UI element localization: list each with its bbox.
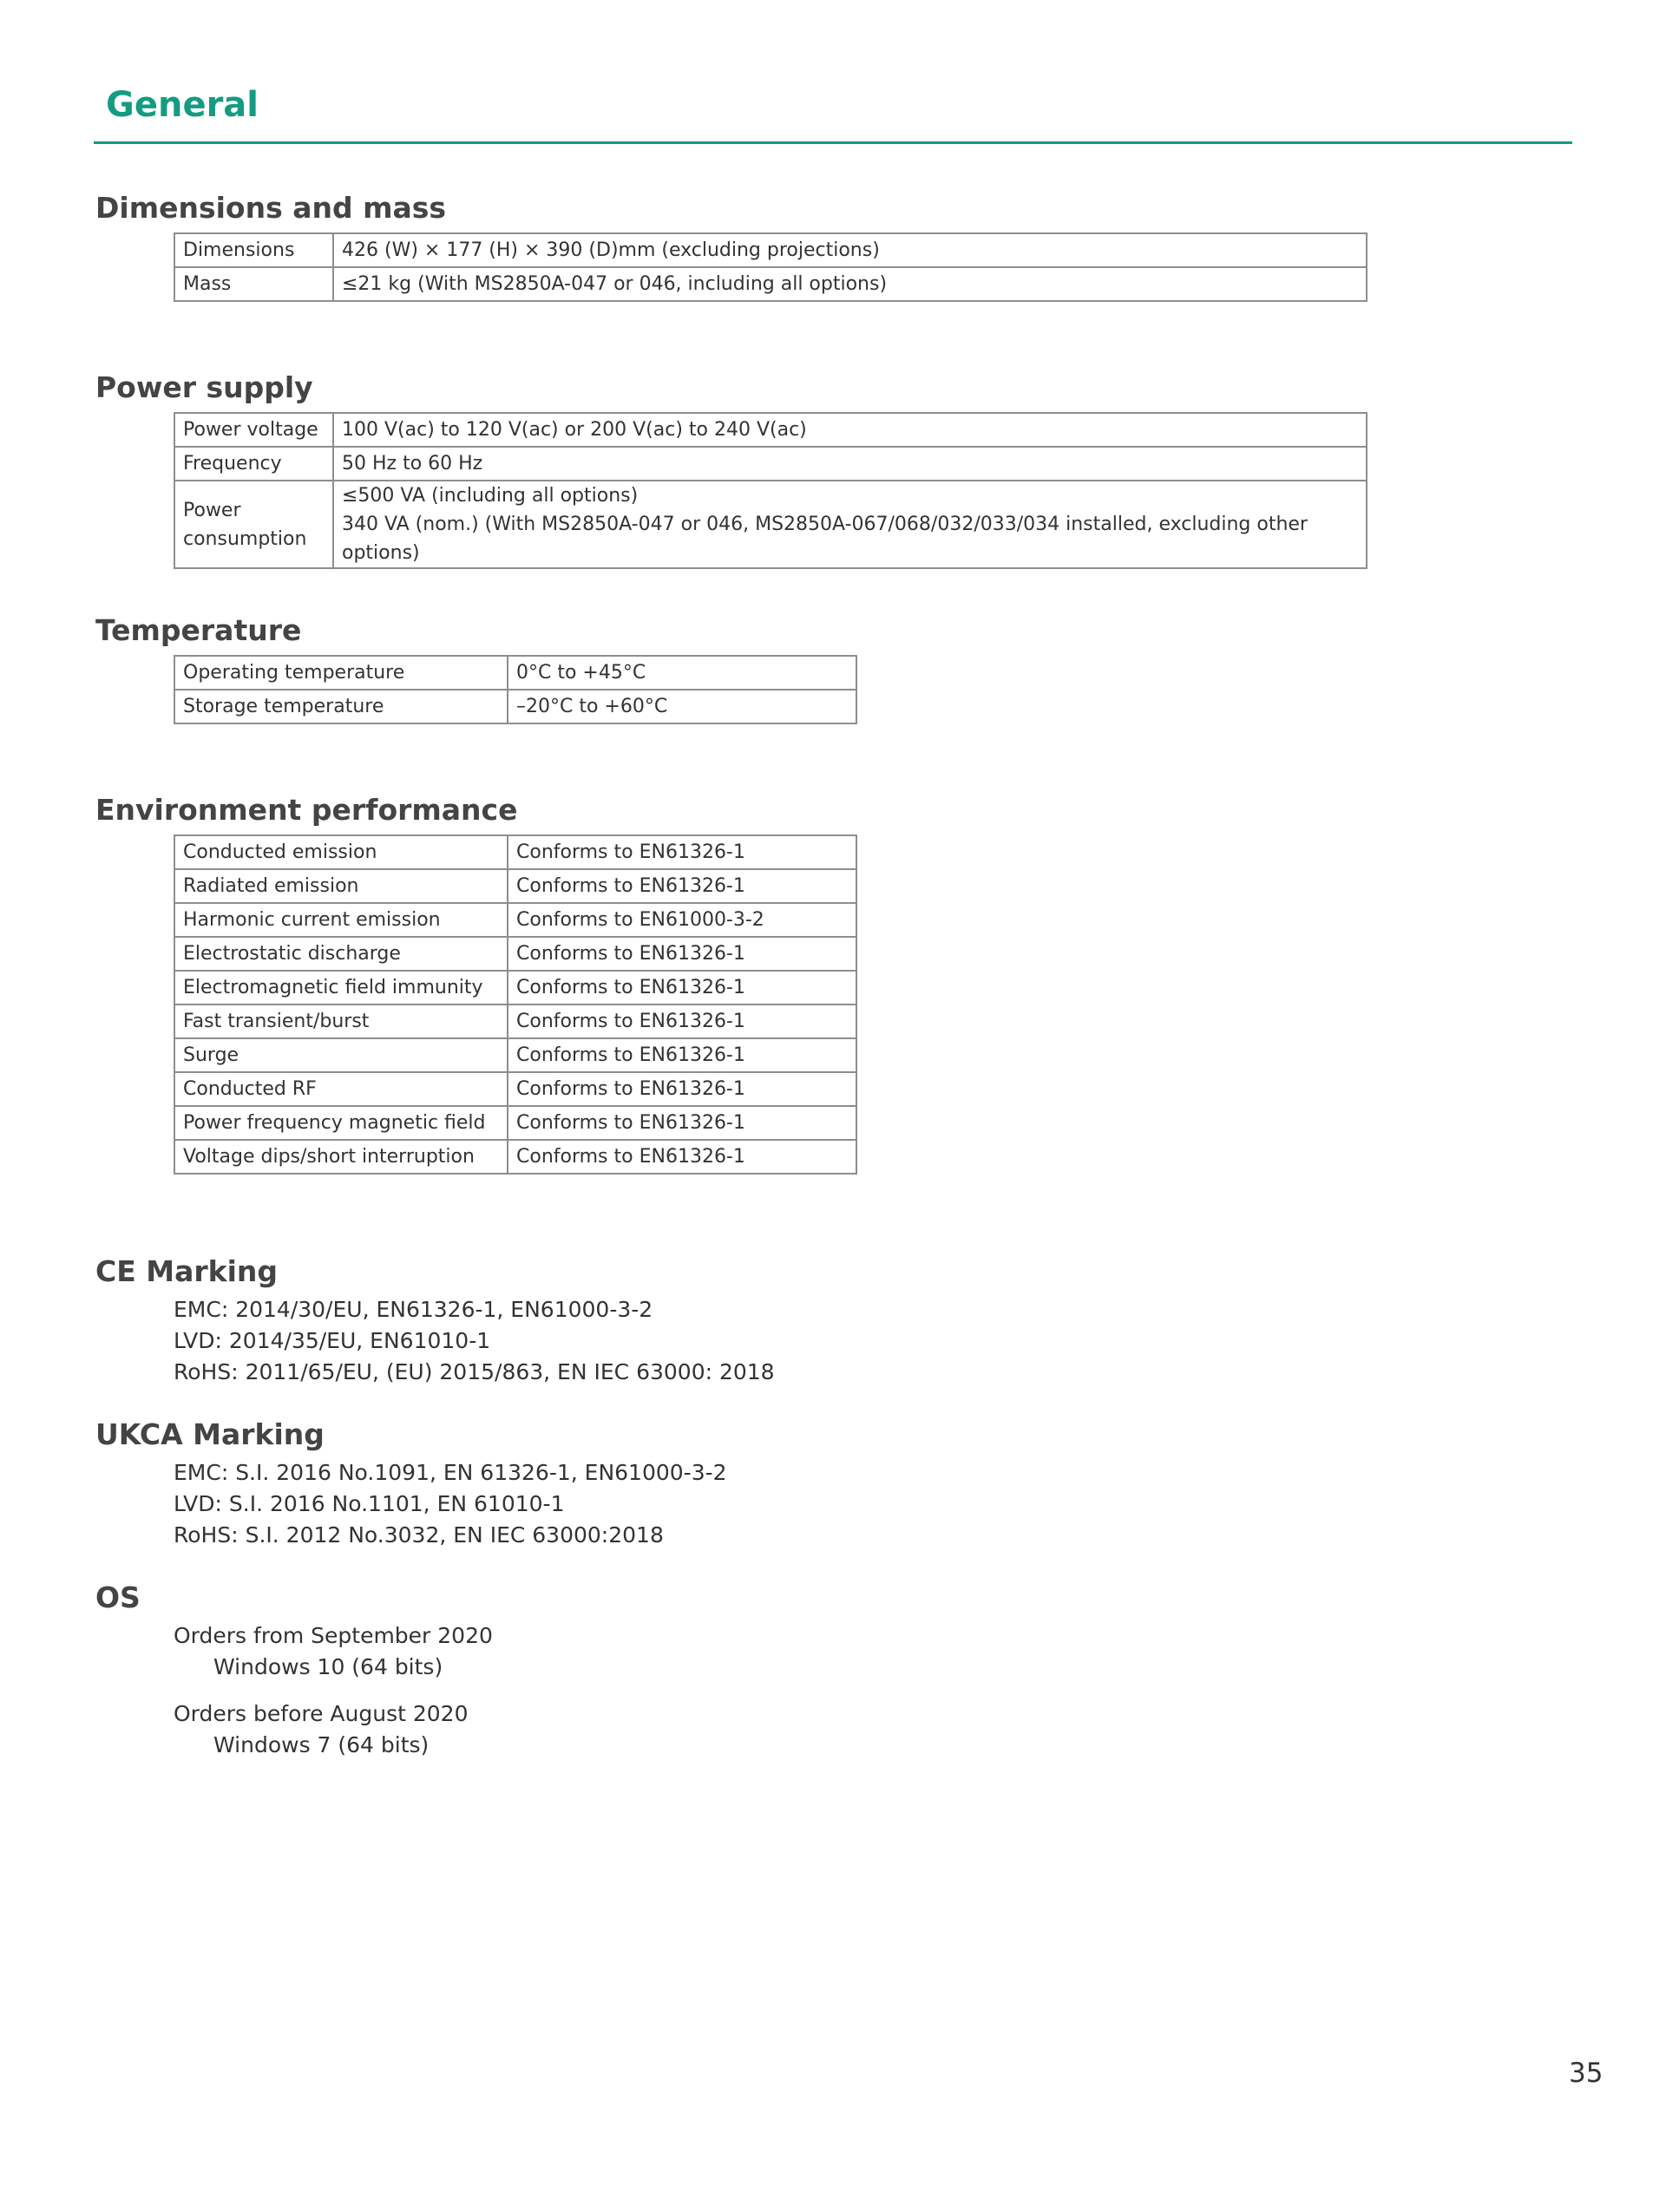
table-cell-value: 0°C to +45°C <box>508 656 856 690</box>
ukca-line: LVD: S.I. 2016 No.1101, EN 61010-1 <box>174 1491 565 1516</box>
table-cell-label: Electromagnetic field immunity <box>174 971 508 1005</box>
ce-line: LVD: 2014/35/EU, EN61010-1 <box>174 1328 491 1353</box>
table-row <box>174 656 856 690</box>
section-heading-environment: Environment performance <box>95 793 518 827</box>
table-cell-label: Conducted RF <box>174 1072 508 1106</box>
section-heading-ukca: UKCA Marking <box>95 1417 325 1451</box>
section-heading-os: OS <box>95 1580 141 1614</box>
os-group-item: Windows 10 (64 bits) <box>213 1654 443 1679</box>
table-cell-value: Conforms to EN61326-1 <box>508 1072 856 1106</box>
table-cell-value: 100 V(ac) to 120 V(ac) or 200 V(ac) to 240 V(ac) <box>333 413 1367 447</box>
table-cell-value: Conforms to EN61000-3-2 <box>508 903 856 937</box>
table-row <box>174 690 856 723</box>
table-row <box>174 869 856 903</box>
table-cell-label: Storage temperature <box>174 690 508 723</box>
page-title: General <box>106 85 259 125</box>
label-line: Power <box>183 499 241 521</box>
table-cell-label: Electrostatic discharge <box>174 937 508 971</box>
table-cell-value: 50 Hz to 60 Hz <box>333 447 1367 481</box>
table-row <box>174 835 856 869</box>
table-row <box>174 413 1367 447</box>
table-cell-label: Operating temperature <box>174 656 508 690</box>
table-row <box>174 233 1367 267</box>
table-cell-value: Conforms to EN61326-1 <box>508 937 856 971</box>
section-heading-ce: CE Marking <box>95 1254 279 1288</box>
table-cell-label: Fast transient/burst <box>174 1005 508 1038</box>
table-cell-value: Conforms to EN61326-1 <box>508 1140 856 1174</box>
table-row <box>174 1005 856 1038</box>
table-cell-label: Frequency <box>174 447 333 481</box>
table-cell-label: Harmonic current emission <box>174 903 508 937</box>
value-line: 340 VA (nom.) (With MS2850A-047 or 046, MS2850A-067/068/032/033/034 installed, excluding other options) <box>342 514 1308 564</box>
table-cell-value: Conforms to EN61326-1 <box>508 1038 856 1072</box>
ukca-line: EMC: S.I. 2016 No.1091, EN 61326-1, EN61000-3-2 <box>174 1460 727 1485</box>
ce-line: EMC: 2014/30/EU, EN61326-1, EN61000-3-2 <box>174 1297 653 1322</box>
table-row <box>174 447 1367 481</box>
table-cell-label: Surge <box>174 1038 508 1072</box>
table-cell-label: Power voltage <box>174 413 333 447</box>
page-number: 35 <box>1569 2058 1604 2089</box>
table-row <box>174 971 856 1005</box>
table-cell-value: Conforms to EN61326-1 <box>508 971 856 1005</box>
os-group-title: Orders from September 2020 <box>174 1623 493 1648</box>
os-group-title: Orders before August 2020 <box>174 1701 469 1726</box>
table-row <box>174 267 1367 301</box>
table-cell-value: 426 (W) × 177 (H) × 390 (D)mm (excluding projections) <box>333 233 1367 267</box>
section-heading-power: Power supply <box>95 370 313 404</box>
value-line: ≤500 VA (including all options) <box>342 485 639 507</box>
table-cell-value: Conforms to EN61326-1 <box>508 1005 856 1038</box>
table-cell-label: Conducted emission <box>174 835 508 869</box>
table-row <box>174 1140 856 1174</box>
os-group-item: Windows 7 (64 bits) <box>213 1732 430 1757</box>
table-cell-value: –20°C to +60°C <box>508 690 856 723</box>
table-cell-label: Dimensions <box>174 233 333 267</box>
ce-marking-list <box>174 1294 775 1388</box>
title-rule <box>94 141 1572 144</box>
table-cell-value: Conforms to EN61326-1 <box>508 835 856 869</box>
table-cell-value: Conforms to EN61326-1 <box>508 869 856 903</box>
table-row <box>174 481 1367 568</box>
os-group <box>174 1620 493 1683</box>
ce-line: RoHS: 2011/65/EU, (EU) 2015/863, EN IEC 63000: 2018 <box>174 1359 775 1384</box>
table-cell-value: ≤21 kg (With MS2850A-047 or 046, including all options) <box>333 267 1367 301</box>
table-cell-label: Power frequency magnetic field <box>174 1106 508 1140</box>
ukca-marking-list <box>174 1457 727 1551</box>
table-row <box>174 1072 856 1106</box>
dimensions-table <box>174 232 1368 302</box>
environment-table <box>174 834 857 1175</box>
table-cell-label <box>174 481 333 568</box>
table-cell-label: Mass <box>174 267 333 301</box>
temperature-table <box>174 655 857 724</box>
table-cell-label: Voltage dips/short interruption <box>174 1140 508 1174</box>
table-row <box>174 1106 856 1140</box>
table-row <box>174 903 856 937</box>
table-row <box>174 937 856 971</box>
section-heading-temperature: Temperature <box>95 613 302 647</box>
os-group <box>174 1698 468 1761</box>
table-cell-label: Radiated emission <box>174 869 508 903</box>
ukca-line: RoHS: S.I. 2012 No.3032, EN IEC 63000:2018 <box>174 1522 664 1548</box>
table-cell-value <box>333 481 1367 568</box>
power-table <box>174 412 1368 569</box>
label-line: consumption <box>183 527 307 550</box>
section-heading-dimensions: Dimensions and mass <box>95 191 447 225</box>
table-cell-value: Conforms to EN61326-1 <box>508 1106 856 1140</box>
table-row <box>174 1038 856 1072</box>
